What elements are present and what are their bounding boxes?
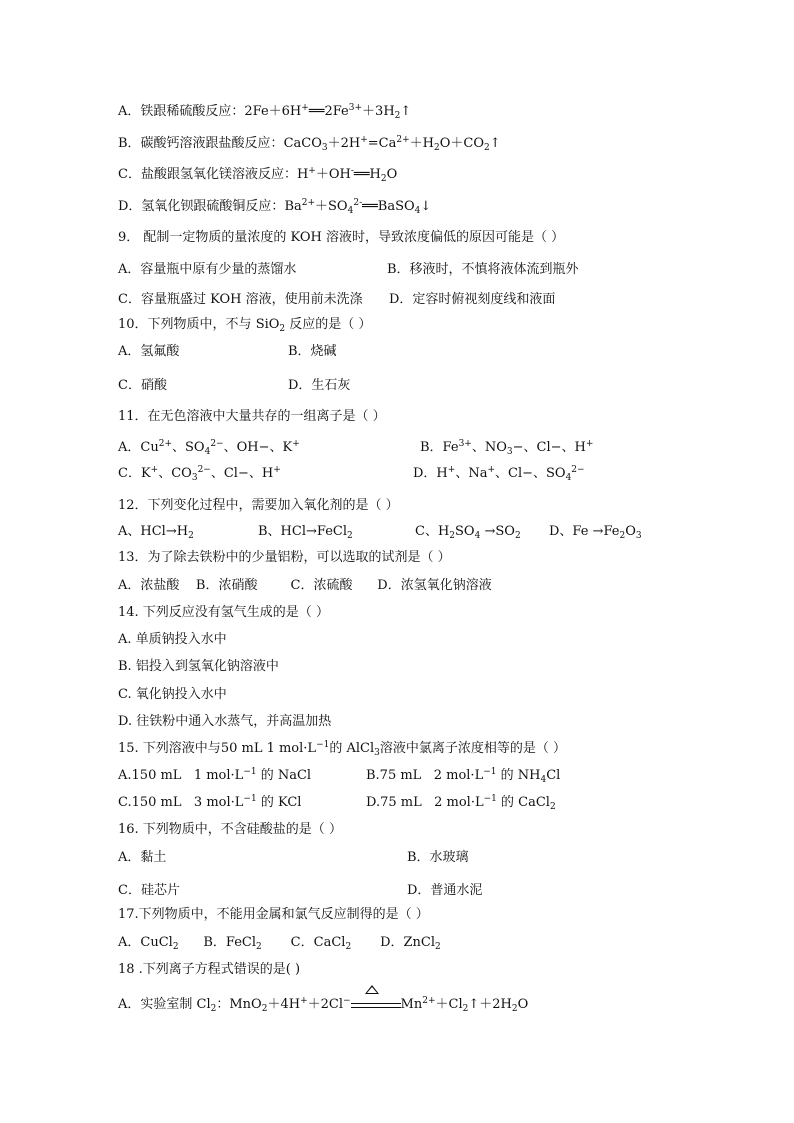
q15-option-a: A.150 mL 1 $mol\cdot L^{-1}$ 的 NaCl [118,767,312,783]
q16-option-c: C．硅芯片 [118,883,180,898]
q8-option-a [118,104,411,120]
q8-b-equation: $CaCO_3+2H^+=Ca^{2+}+H_2O+CO_2↑$ [283,135,501,153]
q14-option-c: C. 氧化钠投入水中 [118,687,227,702]
q9-option-a: A．容量瓶中原有少量的蒸馏水 [118,262,297,277]
q15-stem [118,741,566,757]
q16-option-b: B．水玻璃 [407,850,469,865]
q14-option-a: A. 单质钠投入水中 [118,632,227,647]
q10-option-d: D．生石灰 [288,378,351,393]
q12-option-d: D、$Fe \to Fe_2O_3$ [549,524,642,541]
q8-option-d [118,199,431,215]
q8-a-equation: $2Fe+6H^+══2Fe^{3+}+3H_2↑$ [244,103,412,121]
q10-stem-pre: 10．下列物质中，不与 [118,317,256,332]
q11-option-b: B．$Fe^{3+}$、$NO_3-$、Cl−、H+ [420,439,594,457]
q11-option-d: D．H+、Na+、Cl−、$SO_4^{2-}$ [413,465,585,483]
q18-a-equation: $Cl_2$：MnO$_2$＋4H+＋2Cl− $Mn^{2+}+Cl_2↑+2H_2O$ [197,997,529,1012]
q14-option-d: D. 往铁粉中通入水蒸气，并高温加热 [118,714,332,729]
q8-d-equation: $Ba^{2+}+SO_4^{2-}══BaSO_4↓$ [284,198,432,216]
q16-option-a: A．黏土 [118,850,167,865]
q8-c-equation: $H^++OH^-══H_2O$ [296,166,398,184]
q17-options: A．CuCl$_2$ B．FeCl$_2$ C．CaCl$_2$ D．ZnCl$_2$ [118,935,441,952]
q10-option-c: C．硝酸 [118,378,167,393]
q18-option-a [118,997,528,1013]
q10-formula: SiO$_2$ [255,317,286,334]
q10-option-b: B．烧碱 [288,344,337,359]
q10-stem-post: 反应的是（ ） [285,317,372,332]
q18-stem: 18 .下列离子方程式错误的是( ) [118,962,301,977]
q15-stem-post: 溶液中氯离子浓度相等的是（ ） [379,741,567,756]
q8-option-b [118,136,501,152]
q16-option-d: D．普通水泥 [407,883,483,898]
q14-stem: 14. 下列反应没有氢气生成的是（ ） [118,605,329,620]
q17-stem: 17.下列物质中，不能用金属和氯气反应制得的是（ ） [118,907,429,922]
q9-option-b: B．移液时，不慎将液体流到瓶外 [387,262,579,277]
q8-d-label: D．氢氧化钡跟硫酸铜反应： [118,199,285,214]
q13-options: A．浓盐酸 B．浓硝酸 C．浓硫酸 D．浓氢氧化钠溶液 [118,578,492,593]
q11-stem: 11．在无色溶液中大量共存的一组离子是（ ） [118,409,386,424]
q15-stem-pre: 15. 下列溶液中与 [118,741,221,756]
q16-stem: 16. 下列物质中，不含硅酸盐的是（ ） [118,822,342,837]
q8-a-label: A．铁跟稀硫酸反应： [118,104,245,119]
q9-stem: 9． 配制一定物质的量浓度的 KOH 溶液时，导致浓度偏低的原因可能是（ ） [118,230,565,245]
q15-formula: 50 mL 1 $mol\cdot L^{-1}$的 AlCl$_3$ [220,740,380,758]
q12-option-b: B、HCl→FeCl$_2$ [258,524,353,541]
q8-b-label: B．碳酸钙溶液跟盐酸反应： [118,136,284,151]
q11-option-a: A．$Cu^{2+}$、$SO_4^{2-}$、OH−、K+ [118,439,300,457]
q12-stem: 12．下列变化过程中，需要加入氧化剂的是（ ） [118,498,399,513]
q10-option-a: A．氢氟酸 [118,344,180,359]
q15-option-b: B.75 mL 2 $mol\cdot L^{-1}$ 的 $NH_4Cl$ [366,767,561,785]
q14-option-b: B. 铝投入到氢氧化钠溶液中 [118,659,279,674]
q11-option-c: C．K+、$CO_3^{2-}$、Cl−、H+ [118,465,281,483]
q13-stem: 13．为了除去铁粉中的少量铝粉，可以选取的试剂是（ ） [118,550,451,565]
q8-c-label: C．盐酸跟氢氧化镁溶液反应： [118,167,297,182]
q10-stem [118,317,371,333]
q9-option-d: D．定容时俯视刻度线和液面 [389,292,556,307]
q12-option-c: C、$H_2SO_4 \to SO_2$ [415,524,521,541]
q15-option-c: C.150 mL 3 $mol\cdot L^{-1}$ 的 KCl [118,794,302,810]
heating-condition-icon [351,997,401,1008]
q15-option-d: D.75 mL 2 $mol\cdot L^{-1}$ 的 CaCl$_2$ [366,794,556,812]
q18-a-label: A．实验室制 [118,997,197,1012]
q12-option-a: A、$HCl\to H_2$ [118,524,194,541]
q8-option-c [118,167,397,183]
q9-option-c: C．容量瓶盛过 KOH 溶液，使用前未洗涤 [118,292,363,307]
